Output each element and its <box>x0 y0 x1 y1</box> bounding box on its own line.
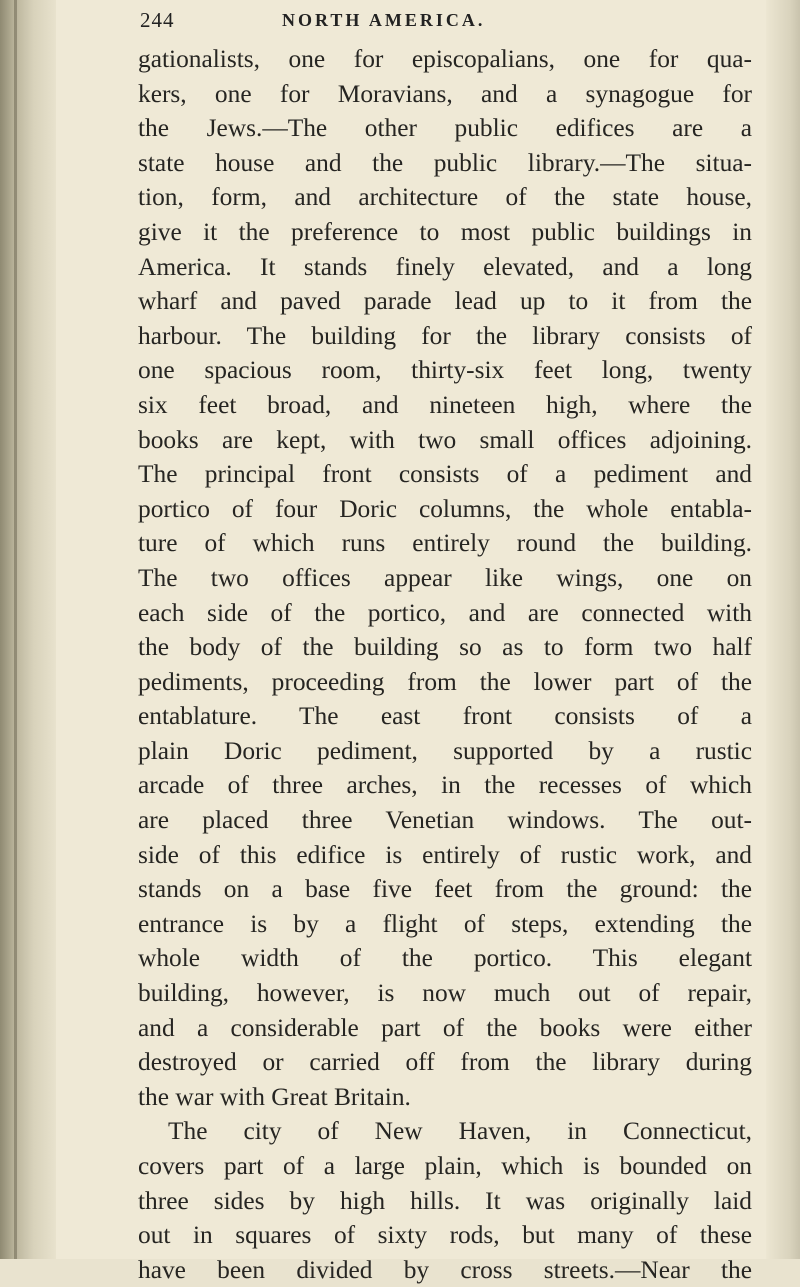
text-line: America. It stands finely elevated, and a long <box>138 252 752 281</box>
body-text <box>138 42 752 1287</box>
text-line: give it the preference to most public buildings in <box>138 217 752 246</box>
text-line: The city of New Haven, in Connecticut, <box>168 1117 752 1146</box>
running-title: NORTH AMERICA. <box>282 10 486 30</box>
text-line: The principal front consists of a pediment and <box>138 460 752 489</box>
text-line: tion, form, and architecture of the state house, <box>138 183 752 212</box>
text-line: state house and the public library.—The situa- <box>138 148 752 177</box>
text-line: out in squares of sixty rods, but many of these <box>138 1221 752 1250</box>
text-line: and a considerable part of the books were either <box>138 1013 752 1042</box>
text-line: side of this edifice is entirely of rustic work, and <box>138 840 752 869</box>
text-line: harbour. The building for the library consists of <box>138 321 752 350</box>
text-line: wharf and paved parade lead up to it from the <box>138 287 752 316</box>
text-line: the Jews.—The other public edifices are a <box>138 114 752 143</box>
text-line: building, however, is now much out of repair, <box>138 979 752 1008</box>
page-header <box>132 4 752 38</box>
text-line: portico of four Doric columns, the whole entabla- <box>138 494 752 523</box>
text-line: three sides by high hills. It was originally laid <box>138 1186 752 1215</box>
page-edge-shadow <box>766 0 800 1259</box>
text-line: six feet broad, and nineteen high, where the <box>138 390 752 419</box>
text-line: have been divided by cross streets.—Near the <box>138 1255 752 1284</box>
text-line: covers part of a large plain, which is bounded on <box>138 1152 752 1180</box>
text-line: each side of the portico, and are connected with <box>138 598 752 627</box>
text-line: whole width of the portico. This elegant <box>138 944 752 973</box>
text-line: plain Doric pediment, supported by a rustic <box>138 736 752 765</box>
book-spine-shadow <box>0 0 56 1259</box>
text-line: The two offices appear like wings, one on <box>138 563 752 592</box>
text-line: books are kept, with two small offices adjoining. <box>138 425 752 454</box>
text-line: are placed three Venetian windows. The out- <box>138 806 752 835</box>
text-line: entablature. The east front consists of a <box>138 702 752 731</box>
page-number: 244 <box>140 8 175 32</box>
text-line: the body of the building so as to form two half <box>138 633 752 662</box>
text-line: arcade of three arches, in the recesses of which <box>138 771 752 800</box>
text-line: kers, one for Moravians, and a synagogue for <box>138 79 752 108</box>
text-line: stands on a base five feet from the ground: the <box>138 875 752 904</box>
text-line: ture of which runs entirely round the building. <box>138 529 752 558</box>
text-line: entrance is by a flight of steps, extending the <box>138 909 752 938</box>
text-line: the war with Great Britain. <box>138 1082 411 1111</box>
text-line: pediments, proceeding from the lower part of the <box>138 667 752 696</box>
text-line: gationalists, one for episcopalians, one for qua- <box>138 45 752 73</box>
text-line: destroyed or carried off from the library during <box>138 1048 752 1077</box>
binding-edge <box>14 0 17 1259</box>
text-line: one spacious room, thirty-six feet long, twenty <box>138 356 752 385</box>
